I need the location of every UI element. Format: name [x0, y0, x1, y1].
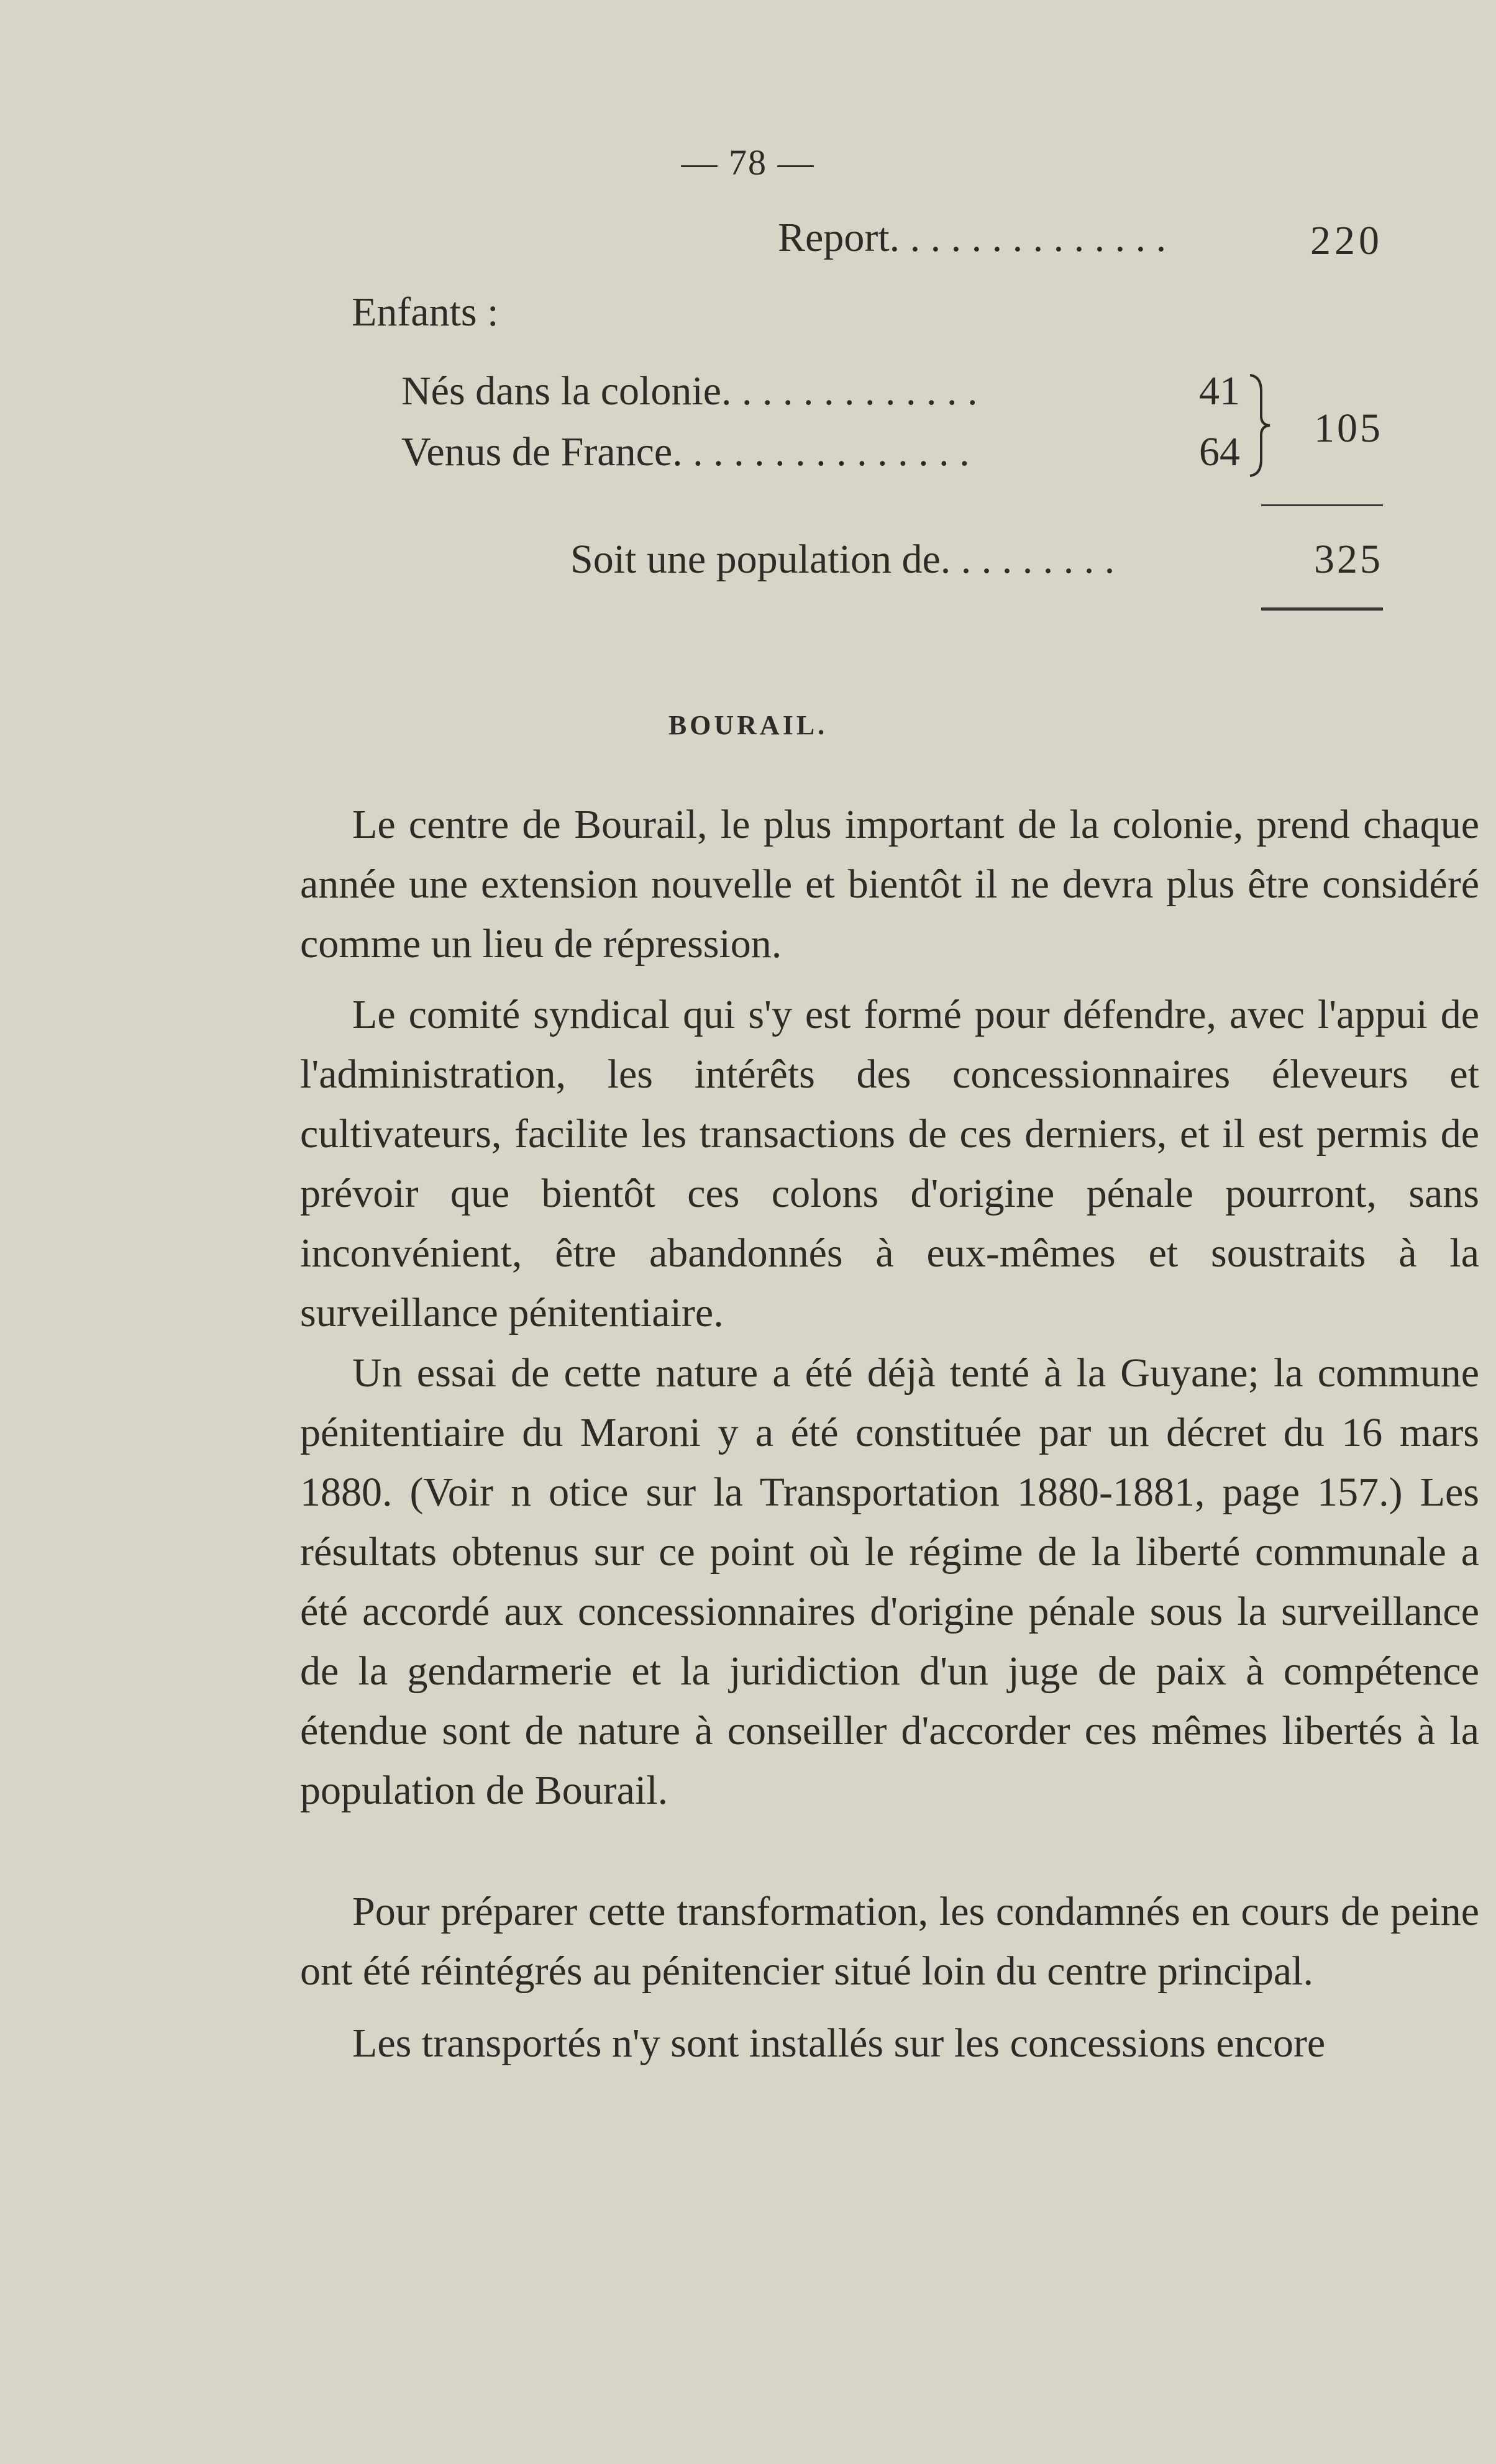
paragraph — [300, 1882, 1479, 2001]
paragraph-text: Les transportés n'y sont installés sur les concessions encore — [352, 2021, 1326, 2066]
page-number: — 78 — — [681, 142, 815, 183]
paragraph — [300, 1343, 1479, 1821]
paragraph — [300, 985, 1479, 1343]
sum-rule — [1261, 504, 1383, 506]
paragraph-text: Un essai de cette nature a été déjà tenté à la Guyane; la commune pénitentiaire du Maroni y a été constituée par un décret du 16 mars 1880. (Voir n otice sur la Transportation 1880-1881, page 157.) Les résultats obtenus sur ce point où le régime de la liberté communale a été accordé aux concessionnaires d'origine pénale sous la surveillance de la gendarmerie et la juridiction d'un juge de paix à compétence étendue sont de nature à conseiller d'accorder ces mêmes libertés à la population de Bourail. — [300, 1350, 1479, 1813]
born-in-colony-value: 41 — [1199, 368, 1240, 414]
from-france-value: 64 — [1199, 429, 1240, 475]
paragraph-text: Le comité syndical qui s'y est formé pour défendre, avec l'appui de l'administration, les intérêts des concessionnaires éleveurs et cultivateurs, facilite les transactions de ces derniers, et il est permis de prévoir que bientôt ces colons d'origine pénale pourront, sans inconvénient, être abandonnés à eux-mêmes et soustraits à la surveillance pénitentiaire. — [300, 992, 1479, 1335]
enfants-label: Enfants : — [352, 289, 499, 335]
from-france-label: Venus de France. . . . . . . . . . . . . . . — [401, 429, 970, 475]
section-heading: BOURAIL. — [668, 710, 828, 740]
right-brace-icon — [1247, 373, 1272, 478]
report-label: Report. . . . . . . . . . . . . . — [778, 215, 1167, 260]
total-value: 325 — [1314, 537, 1383, 582]
paragraph — [300, 795, 1479, 974]
children-subtotal: 105 — [1314, 406, 1383, 451]
paragraph-text: Le centre de Bourail, le plus important de la colonie, prend chaque année une extension nouvelle et bientôt il ne devra plus être considéré comme un lieu de répression. — [300, 802, 1479, 966]
paragraph-text: Pour préparer cette transformation, les condamnés en cours de peine ont été réintégrés au pénitencier situé loin du centre principal. — [300, 1889, 1479, 1994]
born-in-colony-label: Nés dans la colonie. . . . . . . . . . . . . — [401, 368, 978, 414]
report-value: 220 — [1310, 218, 1383, 263]
total-rule — [1261, 607, 1383, 611]
total-label: Soit une population de. . . . . . . . . — [570, 537, 1115, 582]
paragraph — [300, 2014, 1479, 2073]
